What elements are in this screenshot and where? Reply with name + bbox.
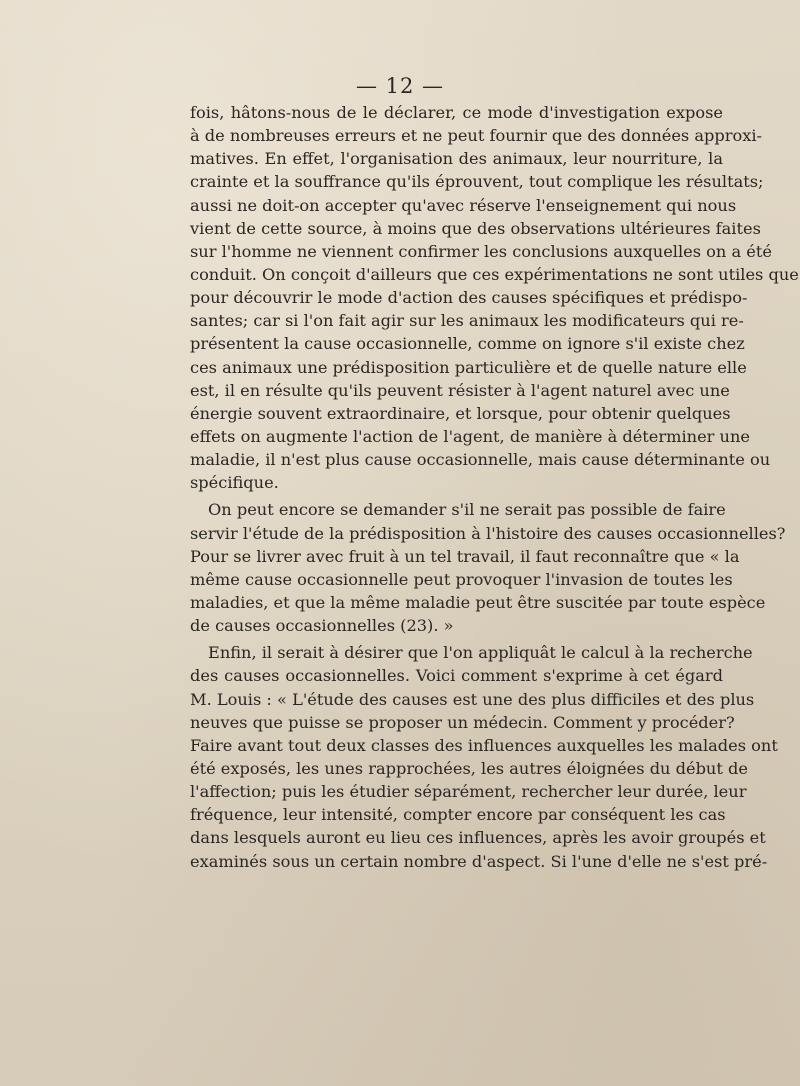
paragraph bbox=[190, 641, 778, 872]
text-line: vient de cette source, à moins que des observations ultérieures faites bbox=[190, 218, 761, 238]
text-line: servir l'étude de la prédisposition à l'histoire des causes occasionnelles? bbox=[190, 523, 786, 543]
text-line: fréquence, leur intensité, compter encore par conséquent les cas bbox=[190, 805, 726, 825]
text-line: l'affection; puis les étudier séparément, rechercher leur durée, leur bbox=[190, 782, 747, 802]
text-line: pour découvrir le mode d'action des causes spécifiques et prédispo- bbox=[190, 288, 748, 308]
text-line: effets on augmente l'action de l'agent, de manière à déterminer une bbox=[190, 426, 750, 446]
text-line: est, il en résulte qu'ils peuvent résister à l'agent naturel avec une bbox=[190, 380, 730, 400]
text-line: matives. En effet, l'organisation des animaux, leur nourriture, la bbox=[190, 149, 723, 169]
text-line: neuves que puisse se proposer un médecin. Comment y procéder? bbox=[190, 712, 735, 732]
text-line: à de nombreuses erreurs et ne peut fournir que des données approxi- bbox=[190, 126, 763, 146]
text-line: Pour se livrer avec fruit à un tel travail, il faut reconnaître que « la bbox=[190, 546, 740, 566]
text-line: santes; car si l'on fait agir sur les animaux les modificateurs qui re- bbox=[190, 311, 744, 331]
text-line: des causes occasionnelles. Voici comment s'exprime à cet égard bbox=[190, 666, 723, 686]
text-line: Faire avant tout deux classes des influences auxquelles les malades ont bbox=[190, 735, 778, 755]
text-line: aussi ne doit-on accepter qu'avec réserve l'enseignement qui nous bbox=[190, 195, 737, 215]
text-line: maladies, et que la même maladie peut être suscitée par toute espèce bbox=[190, 592, 766, 612]
text-line: crainte et la souffrance qu'ils éprouvent, tout complique les résultats; bbox=[190, 172, 764, 192]
text-line: On peut encore se demander s'il ne serait pas possible de faire bbox=[208, 500, 726, 520]
body-text bbox=[190, 101, 799, 873]
text-line: présentent la cause occasionnelle, comme on ignore s'il existe chez bbox=[190, 334, 745, 354]
text-line: examinés sous un certain nombre d'aspect. Si l'une d'elle ne s'est pré- bbox=[190, 851, 768, 871]
text-line: ces animaux une prédisposition particulière et de quelle nature elle bbox=[190, 357, 747, 377]
text-line: maladie, il n'est plus cause occasionnelle, mais cause déterminante ou bbox=[190, 450, 771, 470]
text-line: de causes occasionnelles (23). » bbox=[190, 616, 454, 636]
text-line: conduit. On conçoit d'ailleurs que ces expérimentations ne sont utiles que bbox=[190, 264, 799, 284]
text-line: sur l'homme ne viennent confirmer les conclusions auxquelles on a été bbox=[190, 241, 772, 261]
text-line: M. Louis : « L'étude des causes est une des plus difficiles et des plus bbox=[190, 689, 755, 709]
text-line: énergie souvent extraordinaire, et lorsque, pour obtenir quelques bbox=[190, 403, 731, 423]
text-line: été exposés, les unes rapprochées, les autres éloignées du début de bbox=[190, 758, 748, 778]
text-line: spécifique. bbox=[190, 473, 279, 493]
text-line: fois, hâtons-nous de le déclarer, ce mode d'investigation expose bbox=[190, 103, 723, 122]
text-line: dans lesquels auront eu lieu ces influences, après les avoir groupés et bbox=[190, 828, 766, 848]
paragraph bbox=[190, 498, 786, 637]
text-line: même cause occasionnelle peut provoquer l'invasion de toutes les bbox=[190, 569, 733, 589]
text-line: Enfin, il serait à désirer que l'on appliquât le calcul à la recherche bbox=[208, 643, 753, 663]
paragraph bbox=[190, 101, 799, 494]
page-number: — 12 — bbox=[355, 74, 445, 98]
